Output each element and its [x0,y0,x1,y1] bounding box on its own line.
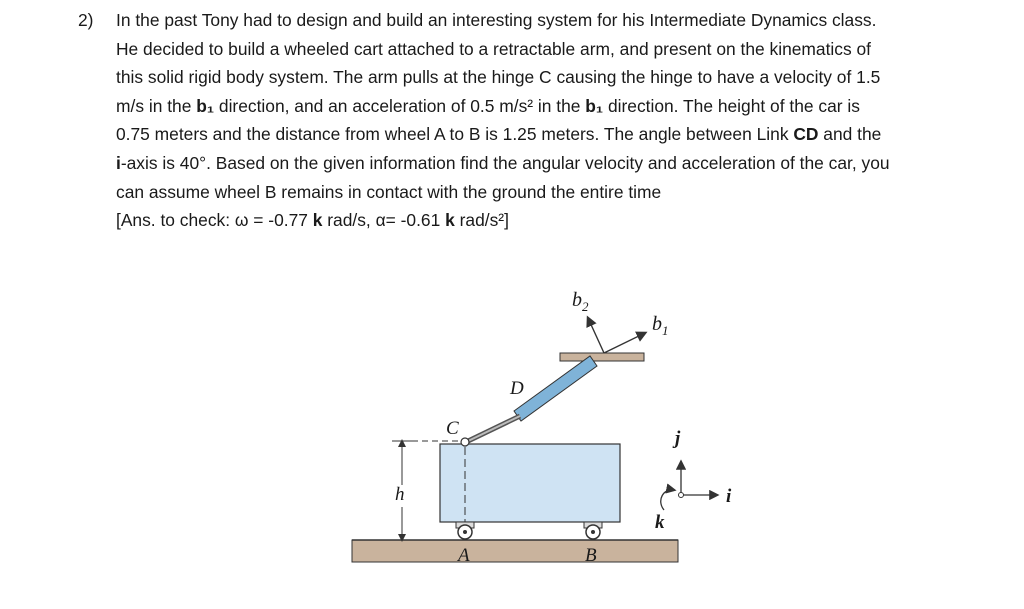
i-label: i [726,486,732,507]
k-label: k [655,512,665,533]
cart-body [440,444,620,522]
problem-line-1: In the past Tony had to design and build an interesting system for his Intermediate Dynamics class. [116,10,877,30]
problem-line-3: this solid rigid body system. The arm pulls at the hinge C causing the hinge to have a velocity of 1.5 [116,67,881,88]
ceiling-support [560,353,644,361]
hinge-C [461,438,469,446]
b1-label: $b_1$ [652,313,669,338]
j-label: j [675,428,681,449]
problem-line-6: i-axis is 40°. Based on the given information find the angular velocity and acceleration of the car, you [116,152,890,173]
wheel-B [584,522,602,539]
b2-label: $b_2$ [572,289,589,314]
problem-line-2: He decided to build a wheeled cart attached to a retractable arm, and present on the kinematics of [116,38,872,59]
problem-line-8: [Ans. to check: ω = -0.77 k rad/s, α= -0.61 k rad/s²] [116,210,509,231]
problem-line-7: can assume wheel B remains in contact with the ground the entire time [116,181,662,202]
A-label: A [458,545,470,566]
problem-line-5: 0.75 meters and the distance from wheel A to B is 1.25 meters. The angle between Link CD and the [116,124,882,145]
k-rotation-arc [661,490,674,510]
B-label: B [585,545,597,566]
ground [352,540,678,562]
arm-cylinder [514,356,597,421]
problem-line-4: m/s in the b₁ direction, and an acceleration of 0.5 m/s² in the b₁ direction. The height of the car is [116,95,860,116]
b2-vector [588,318,604,353]
D-label: D [510,378,524,399]
b1-vector [604,333,645,353]
h-label: h [395,484,405,505]
wheel-A [456,522,474,539]
problem-number: 2) [78,10,94,30]
C-label: C [446,418,459,439]
